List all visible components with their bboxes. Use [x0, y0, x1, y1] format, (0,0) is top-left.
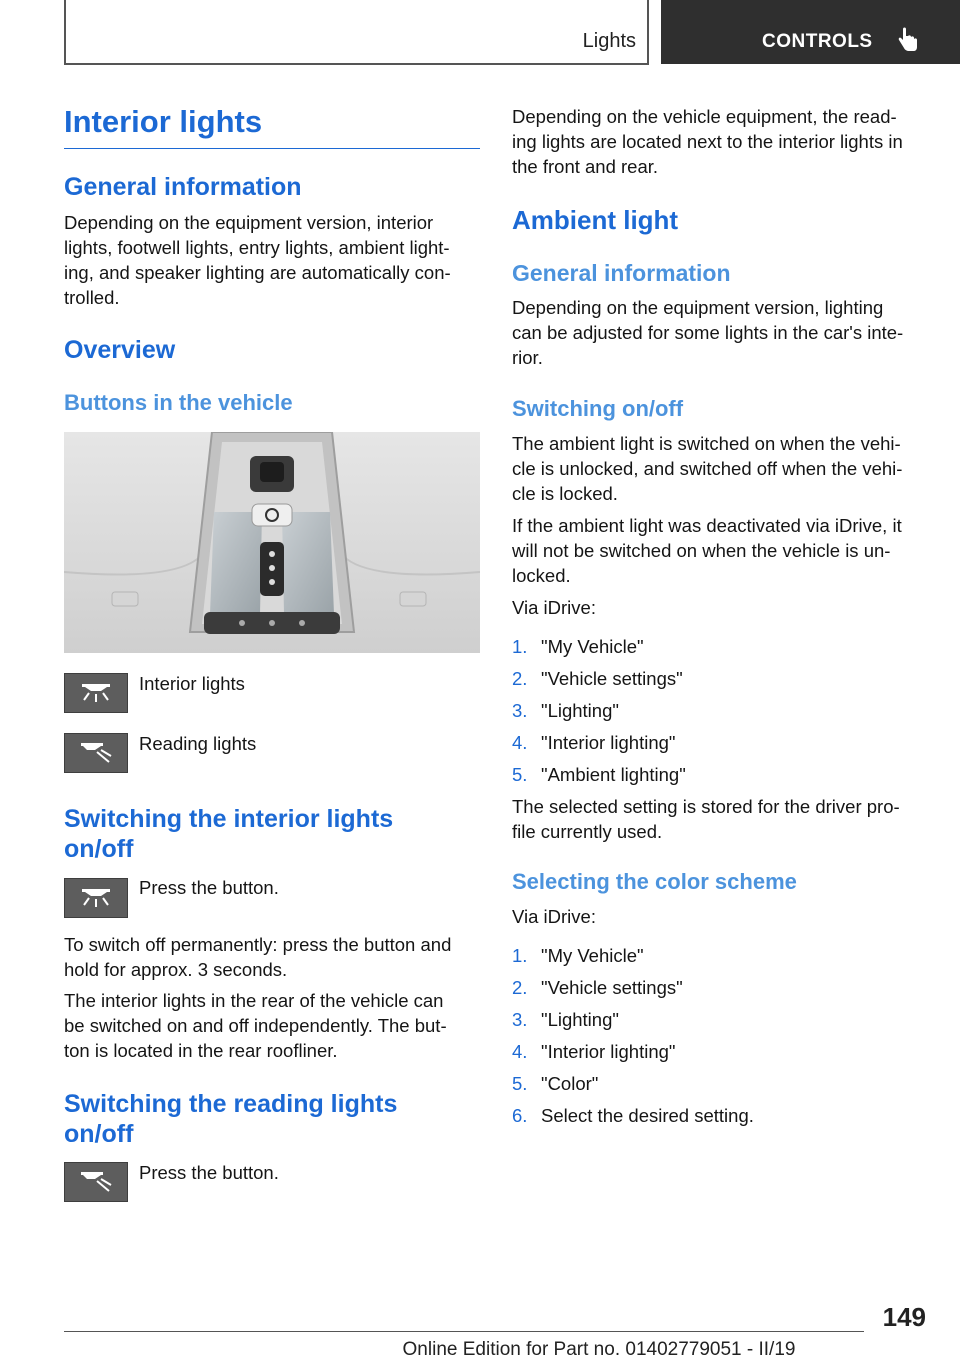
- heading-buttons-in-vehicle: Buttons in the vehicle: [64, 390, 293, 415]
- list-item: 1. "My Vehicle": [512, 945, 644, 966]
- via-idrive-label-1: Via iDrive:: [512, 597, 596, 618]
- list-item: 4. "Interior lighting": [512, 732, 676, 753]
- heading-ambient-light: Ambient light: [512, 205, 679, 235]
- heading-switching-reading-lights: Switching the reading lights on/off: [64, 1090, 398, 1148]
- list-item: 5. "Color": [512, 1073, 599, 1094]
- roofliner-image: [64, 432, 480, 653]
- legend-interior-lights: Interior lights: [139, 673, 245, 694]
- steps-color-scheme: [512, 943, 916, 1135]
- interior-light-icon: [64, 673, 128, 713]
- header-chapter-tab[interactable]: [661, 0, 960, 64]
- heading-ambient-general-information: General information: [512, 260, 731, 286]
- list-item: 4. "Interior lighting": [512, 1041, 676, 1062]
- header-mid-border: [647, 0, 649, 64]
- footer-rule: [64, 1331, 864, 1332]
- press-button-reading: Press the button.: [139, 1162, 279, 1183]
- list-item: 6. Select the desired setting.: [512, 1105, 754, 1126]
- heading-general-information: General information: [64, 173, 302, 201]
- reading-light-icon: [64, 733, 128, 773]
- paragraph-rear-interior-lights: The interior lights in the rear of the vehicle can be switched on and off independently. The but- ton is located in the rear roofliner.: [64, 990, 447, 1061]
- heading-switching-interior-lights: Switching the interior lights on/off: [64, 805, 394, 863]
- header-section-label: Lights: [582, 30, 636, 52]
- header-chapter-label: CONTROLS: [762, 31, 873, 52]
- pointing-hand-icon: [895, 27, 921, 53]
- list-item: 5. "Ambient lighting": [512, 764, 686, 785]
- list-item: 3. "Lighting": [512, 1009, 619, 1030]
- interior-light-icon: [64, 878, 128, 918]
- page-title: Interior lights: [64, 104, 263, 139]
- paragraph-general: Depending on the equipment version, interior lights, footwell lights, entry lights, ambient light- ing, and speaker lighting are automatically con- trolled.: [64, 212, 451, 308]
- legend-reading-lights: Reading lights: [139, 733, 257, 754]
- heading-selecting-color-scheme: Selecting the color scheme: [512, 869, 797, 894]
- heading-switching-on-off: Switching on/off: [512, 396, 684, 421]
- roofliner-photo: [64, 432, 480, 653]
- paragraph-switching-unlock: The ambient light is switched on when the vehi- cle is unlocked, and switched off when the vehi- cle is locked.: [512, 433, 903, 504]
- footer-edition: Online Edition for Part no. 01402779051 - II/19: [402, 1339, 796, 1360]
- paragraph-switch-off-permanently: To switch off permanently: press the button and hold for approx. 3 seconds.: [64, 934, 452, 980]
- list-item: 3. "Lighting": [512, 700, 619, 721]
- list-item: 2. "Vehicle settings": [512, 977, 683, 998]
- header-bottom-border: [64, 63, 649, 65]
- paragraph-switching-deactivated: If the ambient light was deactivated via iDrive, it will not be switched on when the vehicle is un- locked.: [512, 515, 902, 586]
- paragraph-ambient-general: Depending on the equipment version, lighting can be adjusted for some lights in the car's inte- rior.: [512, 297, 904, 368]
- steps-ambient-lighting: [512, 634, 916, 794]
- list-item: 1. "My Vehicle": [512, 636, 644, 657]
- press-button-interior: Press the button.: [139, 877, 279, 898]
- list-item: 2. "Vehicle settings": [512, 668, 683, 689]
- header-left-border: [64, 0, 66, 64]
- paragraph-reading-lights-location: Depending on the vehicle equipment, the read- ing lights are located next to the interior lights in the front and rear.: [512, 106, 903, 177]
- via-idrive-label-2: Via iDrive:: [512, 906, 596, 927]
- title-rule: [64, 148, 480, 149]
- paragraph-setting-stored: The selected setting is stored for the driver pro- file currently used.: [512, 796, 900, 842]
- reading-light-icon: [64, 1162, 128, 1202]
- page-number: 149: [882, 1302, 926, 1332]
- heading-overview: Overview: [64, 336, 176, 364]
